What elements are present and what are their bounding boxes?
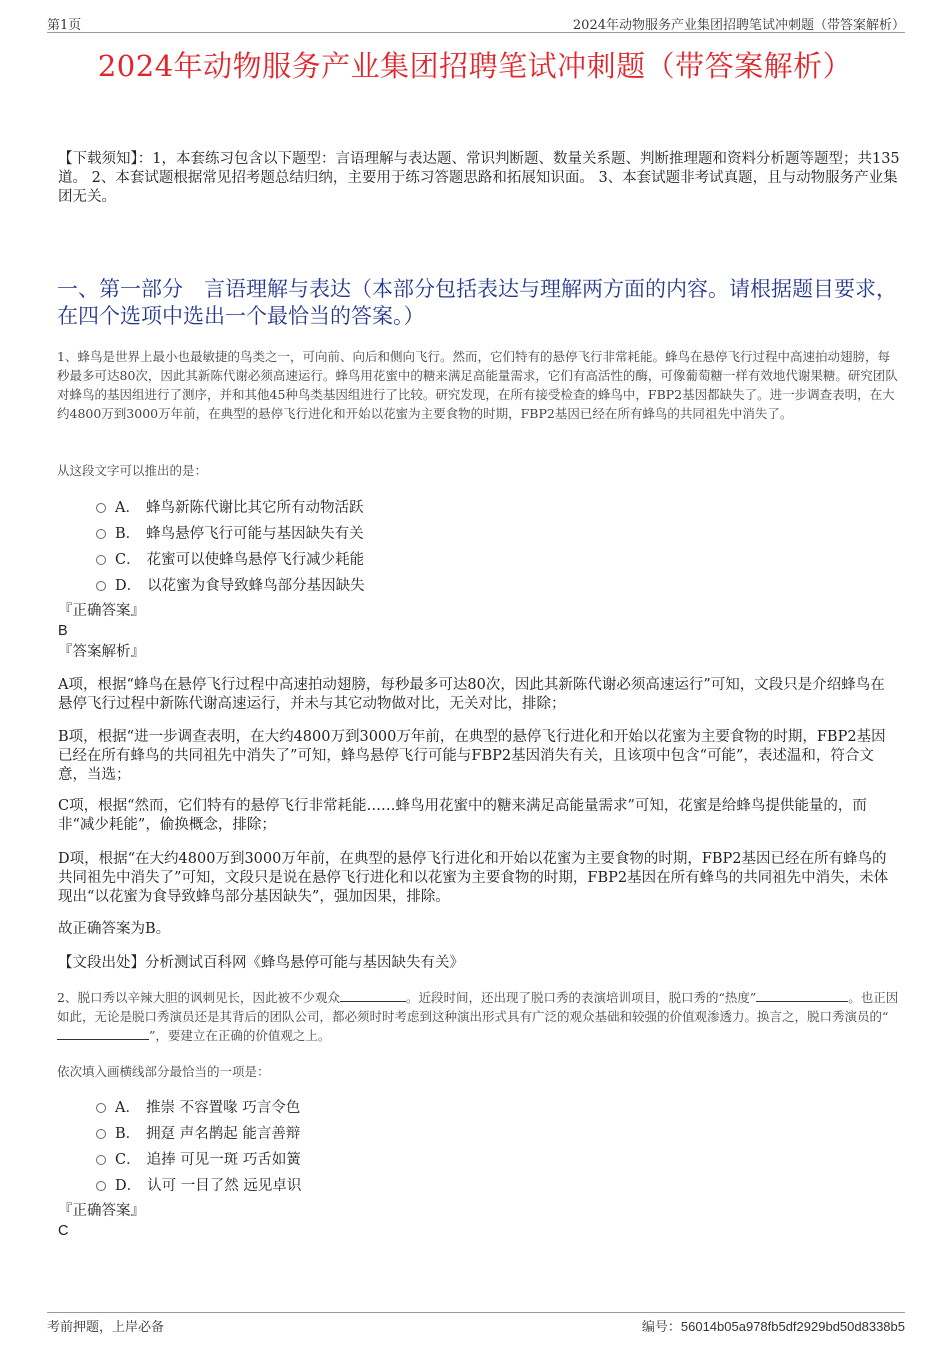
option-key: A． [115,499,140,516]
option-a[interactable] [96,1093,301,1119]
text-part: 。也正因如此，无论是脱口秀演员还是其背后的团队公司，都必须时时考虑到这种演出形式具有广泛的观众基础和较强的价值观渗透力。换言之，脱口秀演员的“ [57,990,899,1024]
option-text: 追捧 可见一斑 巧舌如簧 [146,1151,301,1168]
option-a[interactable] [96,493,365,519]
option-text: 认可 一目了然 远见卓识 [147,1177,302,1194]
option-text: 蜂鸟悬停飞行可能与基因缺失有关 [146,525,364,542]
download-notice: 【下载须知】：1，本套练习包含以下题型：言语理解与表达题、常识判断题、数量关系题、判断推理题和资料分析题等题型；共135道。 2、本套试题根据常见招考题总结归纳，主要用于练习答题思路和拓展知识面。 3、本套试题非考试真题，且与动物服务产业集团无关。 [58,151,900,205]
text-part: 2、脱口秀以辛辣大胆的讽刺见长，因此被不少观众 [57,990,340,1005]
answer-value: C [58,1223,69,1239]
source-citation: 【文段出处】分析测试百科网《蜂鸟悬停可能与基因缺失有关》 [58,955,464,971]
fill-blank [57,1027,149,1040]
page-title: 2024年动物服务产业集团招聘笔试冲刺题（带答案解析） [97,49,853,83]
radio-icon[interactable] [96,1181,106,1191]
radio-icon[interactable] [96,1129,106,1139]
option-text: 花蜜可以使蜂鸟悬停飞行减少耗能 [146,551,365,568]
analysis-paragraph-b: B项，根据“进一步调查表明，在大约4800万到3000万年前，在典型的悬停飞行进化和开始以花蜜为主要食物的时期，FBP2基因已经在所有蜂鸟的共同祖先中消失了”可知，蜂鸟悬停飞行可能与FBP2基因消失有关，且该项中包含“可能”，表述温和，符合文意，当选； [58,729,886,783]
analysis-paragraph-c: C项，根据“然而，它们特有的悬停飞行非常耗能……蜂鸟用花蜜中的糖来满足高能量需求”可知，花蜜是给蜂鸟提供能量的，而非“减少耗能”，偷换概念，排除； [58,798,867,833]
option-text: 推崇 不容置喙 巧言令色 [145,1099,301,1116]
option-text: 蜂鸟新陈代谢比其它所有动物活跃 [145,499,364,516]
option-key: A． [115,1099,140,1116]
option-key: D． [115,577,142,594]
analysis-paragraph-d: D项，根据“在大约4800万到3000万年前，在典型的悬停飞行进化和开始以花蜜为主要食物的时期，FBP2基因已经在所有蜂鸟的共同祖先中消失了”可知，文段只是说在悬停飞行进化和以花蜜为主要食物的时期，FBP2基因在所有蜂鸟的共同祖先中消失，未体现出“以花蜜为食导致蜂鸟部分基因缺失”，强加因果，排除。 [58,851,889,905]
text-part: 。近段时间，还出现了脱口秀的表演培训项目，脱口秀的“热度” [405,990,757,1005]
answer-value: B [58,623,68,639]
radio-icon[interactable] [96,555,106,565]
page-number: 第1页 [47,18,82,33]
code-label: 编号： [641,1320,681,1335]
option-key: C． [115,551,141,568]
question-1-prompt: 从这段文字可以推出的是： [57,463,208,478]
text-part: ”，要建立在正确的价值观之上。 [149,1028,331,1043]
answer-label: 『正确答案』 [58,1203,145,1219]
option-b[interactable] [96,519,365,545]
option-key: C． [115,1151,141,1168]
page-header [47,14,905,33]
question-2-options [96,1093,301,1197]
analysis-paragraph-a: A项，根据“蜂鸟在悬停飞行过程中高速拍动翅膀，每秒最多可达80次，因此其新陈代谢必须高速运行”可知，文段只是介绍蜂鸟在悬停飞行过程中新陈代谢高速运行，并未与其它动物做对比，无关对比，排除； [58,677,885,712]
answer-label: 『正确答案』 [58,603,145,619]
option-key: B． [115,1125,141,1142]
option-b[interactable] [96,1119,301,1145]
fill-blank [756,989,848,1002]
radio-icon[interactable] [96,1103,106,1113]
option-key: B． [115,525,141,542]
question-1-text: 1、蜂鸟是世界上最小也最敏捷的鸟类之一，可向前、向后和侧向飞行。然而，它们特有的悬停飞行非常耗能。蜂鸟在悬停飞行过程中高速拍动翅膀，每秒最多可达80次，因此其新陈代谢必须高速运行。蜂鸟用花蜜中的糖来满足高能量需求，它们有高活性的酶，可像葡萄糖一样有效地代谢果糖。研究团队对蜂鸟的基因组进行了测序，并和其他45种鸟类基因组进行了比较。研究发现，在所有接受检查的蜂鸟中，FBP2基因都缺失了。进一步调查表明，在大约4800万到3000万年前，在典型的悬停飞行进化和开始以花蜜为主要食物的时期，FBP2基因已经在所有蜂鸟的共同祖先中消失了。 [57,349,898,421]
radio-icon[interactable] [96,1155,106,1165]
page-footer [47,1312,905,1334]
option-key: D． [115,1177,142,1194]
radio-icon[interactable] [96,529,106,539]
option-c[interactable] [96,545,365,571]
option-text: 拥趸 声名鹊起 能言善辩 [146,1125,301,1142]
option-d[interactable] [96,571,365,597]
footer-slogan: 考前押题，上岸必备 [47,1320,165,1335]
option-c[interactable] [96,1145,301,1171]
fill-blank [340,989,406,1002]
footer-code [642,1316,905,1335]
header-doc-title: 2024年动物服务产业集团招聘笔试冲刺题（带答案解析） [572,18,905,33]
analysis-label: 『答案解析』 [58,644,145,660]
radio-icon[interactable] [96,503,106,513]
question-1-options [96,493,365,597]
analysis-conclusion: 故正确答案为B。 [58,921,171,937]
radio-icon[interactable] [96,581,106,591]
question-2-prompt: 依次填入画横线部分最恰当的一项是： [57,1064,270,1079]
code-value: 56014b05a978fb5df2929bd50d8338b5 [680,1319,905,1334]
option-text: 以花蜜为食导致蜂鸟部分基因缺失 [147,577,365,594]
option-d[interactable] [96,1171,301,1197]
question-2-text [57,988,902,1045]
section-heading: 一、第一部分 言语理解与表达（本部分包括表达与理解两方面的内容。请根据题目要求，在四个选项中选出一个最恰当的答案。） [57,277,897,328]
